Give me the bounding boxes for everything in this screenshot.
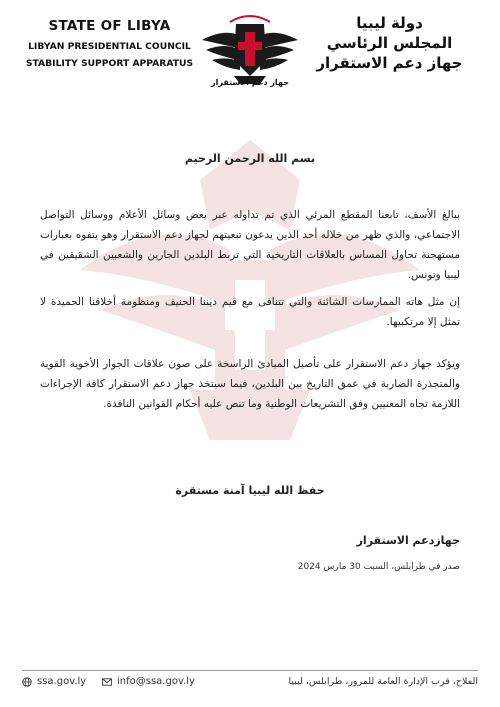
council-title-en: LIBYAN PRESIDENTIAL COUNCIL bbox=[28, 41, 191, 52]
signature: جهازدعم الاستقرار bbox=[356, 534, 460, 547]
apparatus-title-en: STABILITY SUPPORT APPARATUS bbox=[25, 58, 194, 69]
logo-caption: جهاز دعم الاستقرار bbox=[211, 78, 289, 87]
header-english bbox=[22, 18, 197, 69]
closing-line: حفظ الله ليبيا آمنة مستقرة bbox=[175, 484, 325, 497]
header-arabic bbox=[307, 14, 472, 72]
issue-date: صدر في طرابلس، السبت 30 مارس 2024 bbox=[297, 562, 460, 572]
paragraph-1: ببالغ الأسف، تابعنا المقطع المرئي الذي تم تداوله عبر بعض وسائل الأعلام ووسائل التواصل الاجتماعي، والذي ظهر من خلاله أحد الذين يدعون تبعيتهم لجهاز دعم الاستقرار وهو يتفوه بعبارات مستهجنة تحاول المساس بالعلاقات التاريخية التي تربط البلدين الجارين والشعبين الشقيقين في ليبيا وتونس. bbox=[40, 209, 460, 281]
state-title-ar: دولة ليبيا bbox=[356, 14, 423, 32]
email-icon bbox=[102, 677, 112, 687]
apparatus-title-ar: جهاز دعم الاستقرار bbox=[316, 54, 463, 72]
footer-divider bbox=[22, 670, 478, 671]
website-text[interactable]: ssa.gov.ly bbox=[37, 676, 87, 687]
basmala: بسم الله الرحمن الرحيم bbox=[184, 152, 316, 165]
footer-email[interactable] bbox=[102, 676, 195, 687]
email-text[interactable]: info@ssa.gov.ly bbox=[117, 676, 195, 687]
paragraph-3: ويؤكد جهاز دعم الاستقرار على تأصيل المبادئ الراسخة على صون علاقات الجوار الأخوية القوية والمتجذرة الضاربة في عمق التاريخ بين البلدين، فيما سيتخذ جهاز دعم الاستقرار كافة الإجراءات اللازمة تجاه المعنيين وفق التشريعات الوطنية وما تنص عليه أحكام القوانين النافذة. bbox=[40, 358, 460, 410]
footer-website[interactable] bbox=[22, 676, 86, 687]
globe-icon bbox=[22, 677, 32, 687]
paragraph-2: إن مثل هاته الممارسات الشائنة والتي تتنافى مع قيم ديننا الحنيف ومنظومة أخلاقنا الحميدة لا تمثل إلا مرتكبيها. bbox=[40, 296, 460, 328]
council-title-ar: المجلس الرئاسي bbox=[326, 34, 453, 52]
footer-address: الفلاح، قرب الإدارة العامة للمرور، طرابلس، ليبيا bbox=[288, 676, 478, 687]
state-title-en: STATE OF LIBYA bbox=[48, 18, 171, 34]
ssa-logo-icon bbox=[200, 10, 300, 88]
